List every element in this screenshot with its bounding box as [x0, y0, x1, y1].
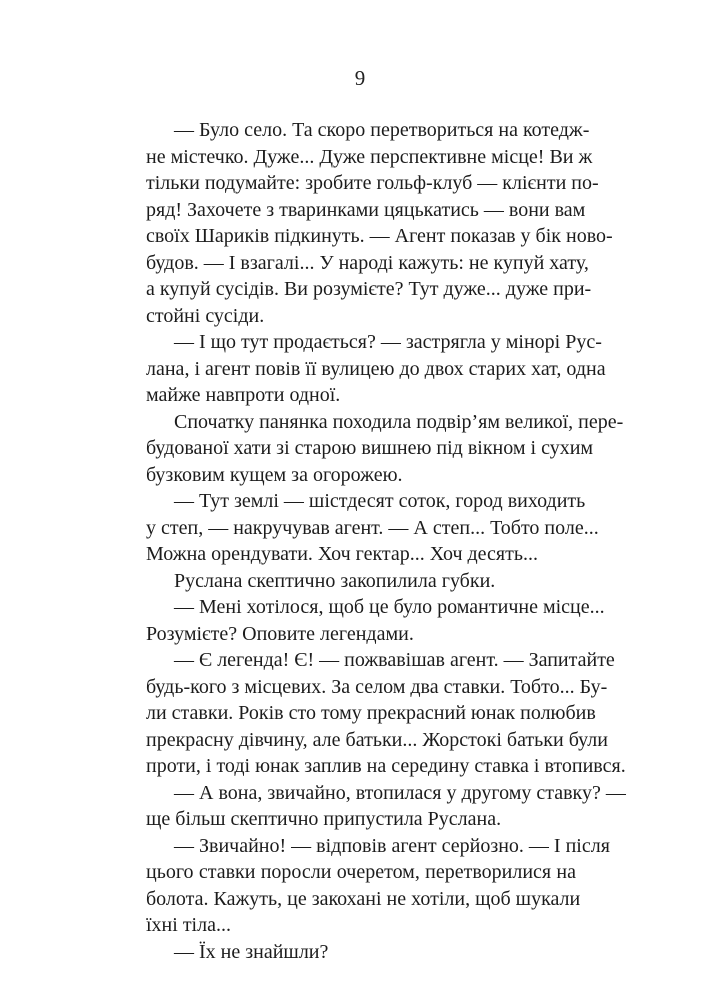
text-line: Спочатку панянка походила подвір’ям великої, пере-: [174, 410, 624, 433]
text-line: Руслана скептично закопилила губки.: [174, 569, 496, 592]
text-line: будов. — І взагалі... У народі кажуть: не купуй хату,: [146, 251, 589, 274]
text-line: — Мені хотілося, щоб це було романтичне місце...: [174, 596, 605, 618]
text-line: болота. Кажуть, це закохані не хотіли, щоб шукали: [146, 887, 581, 910]
text-line: будь-кого з місцевих. За селом два ставки. Тобто... Бу-: [146, 675, 608, 698]
text-line: Розумієте? Оповите легендами.: [146, 622, 414, 645]
body-text: [146, 117, 626, 965]
text-line: цього ставки поросли очеретом, перетворилися на: [146, 861, 576, 883]
text-line: у степ, — накручував агент. — А степ... Тобто поле...: [146, 516, 599, 539]
text-line: бузковим кущем за огорожею.: [146, 463, 403, 486]
text-line: — І що тут продається? — застрягла у мінорі Рус-: [174, 331, 602, 353]
text-line: своїх Шариків підкинуть. — Агент показав у бік ново-: [146, 225, 613, 247]
text-line: ряд! Захочете з тваринками цяцькатись — вони вам: [146, 198, 586, 221]
text-line: їхні тіла...: [146, 914, 231, 936]
paragraph: [146, 780, 626, 833]
paragraph: [146, 329, 606, 409]
text-line: Можна орендувати. Хоч гектар... Хоч десять...: [146, 543, 538, 565]
text-line: — А вона, звичайно, втопилася у другому ставку? —: [174, 781, 626, 804]
text-line: а купуй сусідів. Ви розумієте? Тут дуже... дуже при-: [146, 278, 592, 300]
text-line: стойні сусіди.: [146, 304, 265, 327]
text-line: тільки подумайте: зробите гольф-клуб — клієнти по-: [146, 172, 599, 194]
text-line: ще більш скептично припустила Руслана.: [146, 808, 502, 830]
text-line: ли ставки. Років сто тому прекрасний юнак полюбив: [146, 702, 596, 724]
text-line: — Тут землі — шістдесят соток, город виходить: [174, 490, 586, 512]
paragraph: [146, 117, 613, 329]
paragraph: [146, 647, 626, 780]
text-line: — Їх не знайшли?: [174, 940, 329, 963]
paragraph: [146, 409, 624, 489]
paragraph: [146, 939, 576, 966]
text-line: не містечко. Дуже... Дуже перспективне місце! Ви ж: [146, 145, 593, 168]
text-line: — Було село. Та скоро перетвориться на котедж-: [174, 119, 590, 141]
paragraph: [146, 594, 605, 647]
text-line: прекрасну дівчину, але батьки... Жорстокі батьки були: [146, 728, 608, 751]
page-number: 9: [354, 66, 366, 90]
text-line: лана, і агент повів її вулицею до двох старих хат, одна: [146, 357, 606, 380]
text-line: — Звичайно! — відповів агент серйозно. — І після: [174, 834, 610, 857]
text-line: будованої хати зі старою вишнею під вікном і сухим: [146, 437, 594, 459]
text-line: майже навпроти одної.: [146, 384, 341, 406]
paragraph: [146, 833, 610, 939]
paragraph: [146, 488, 599, 568]
paragraph: [146, 568, 576, 595]
text-line: — Є легенда! Є! — пожвавішав агент. — Запитайте: [174, 649, 615, 671]
text-line: проти, і тоді юнак заплив на середину ставка і втопився.: [146, 755, 626, 777]
